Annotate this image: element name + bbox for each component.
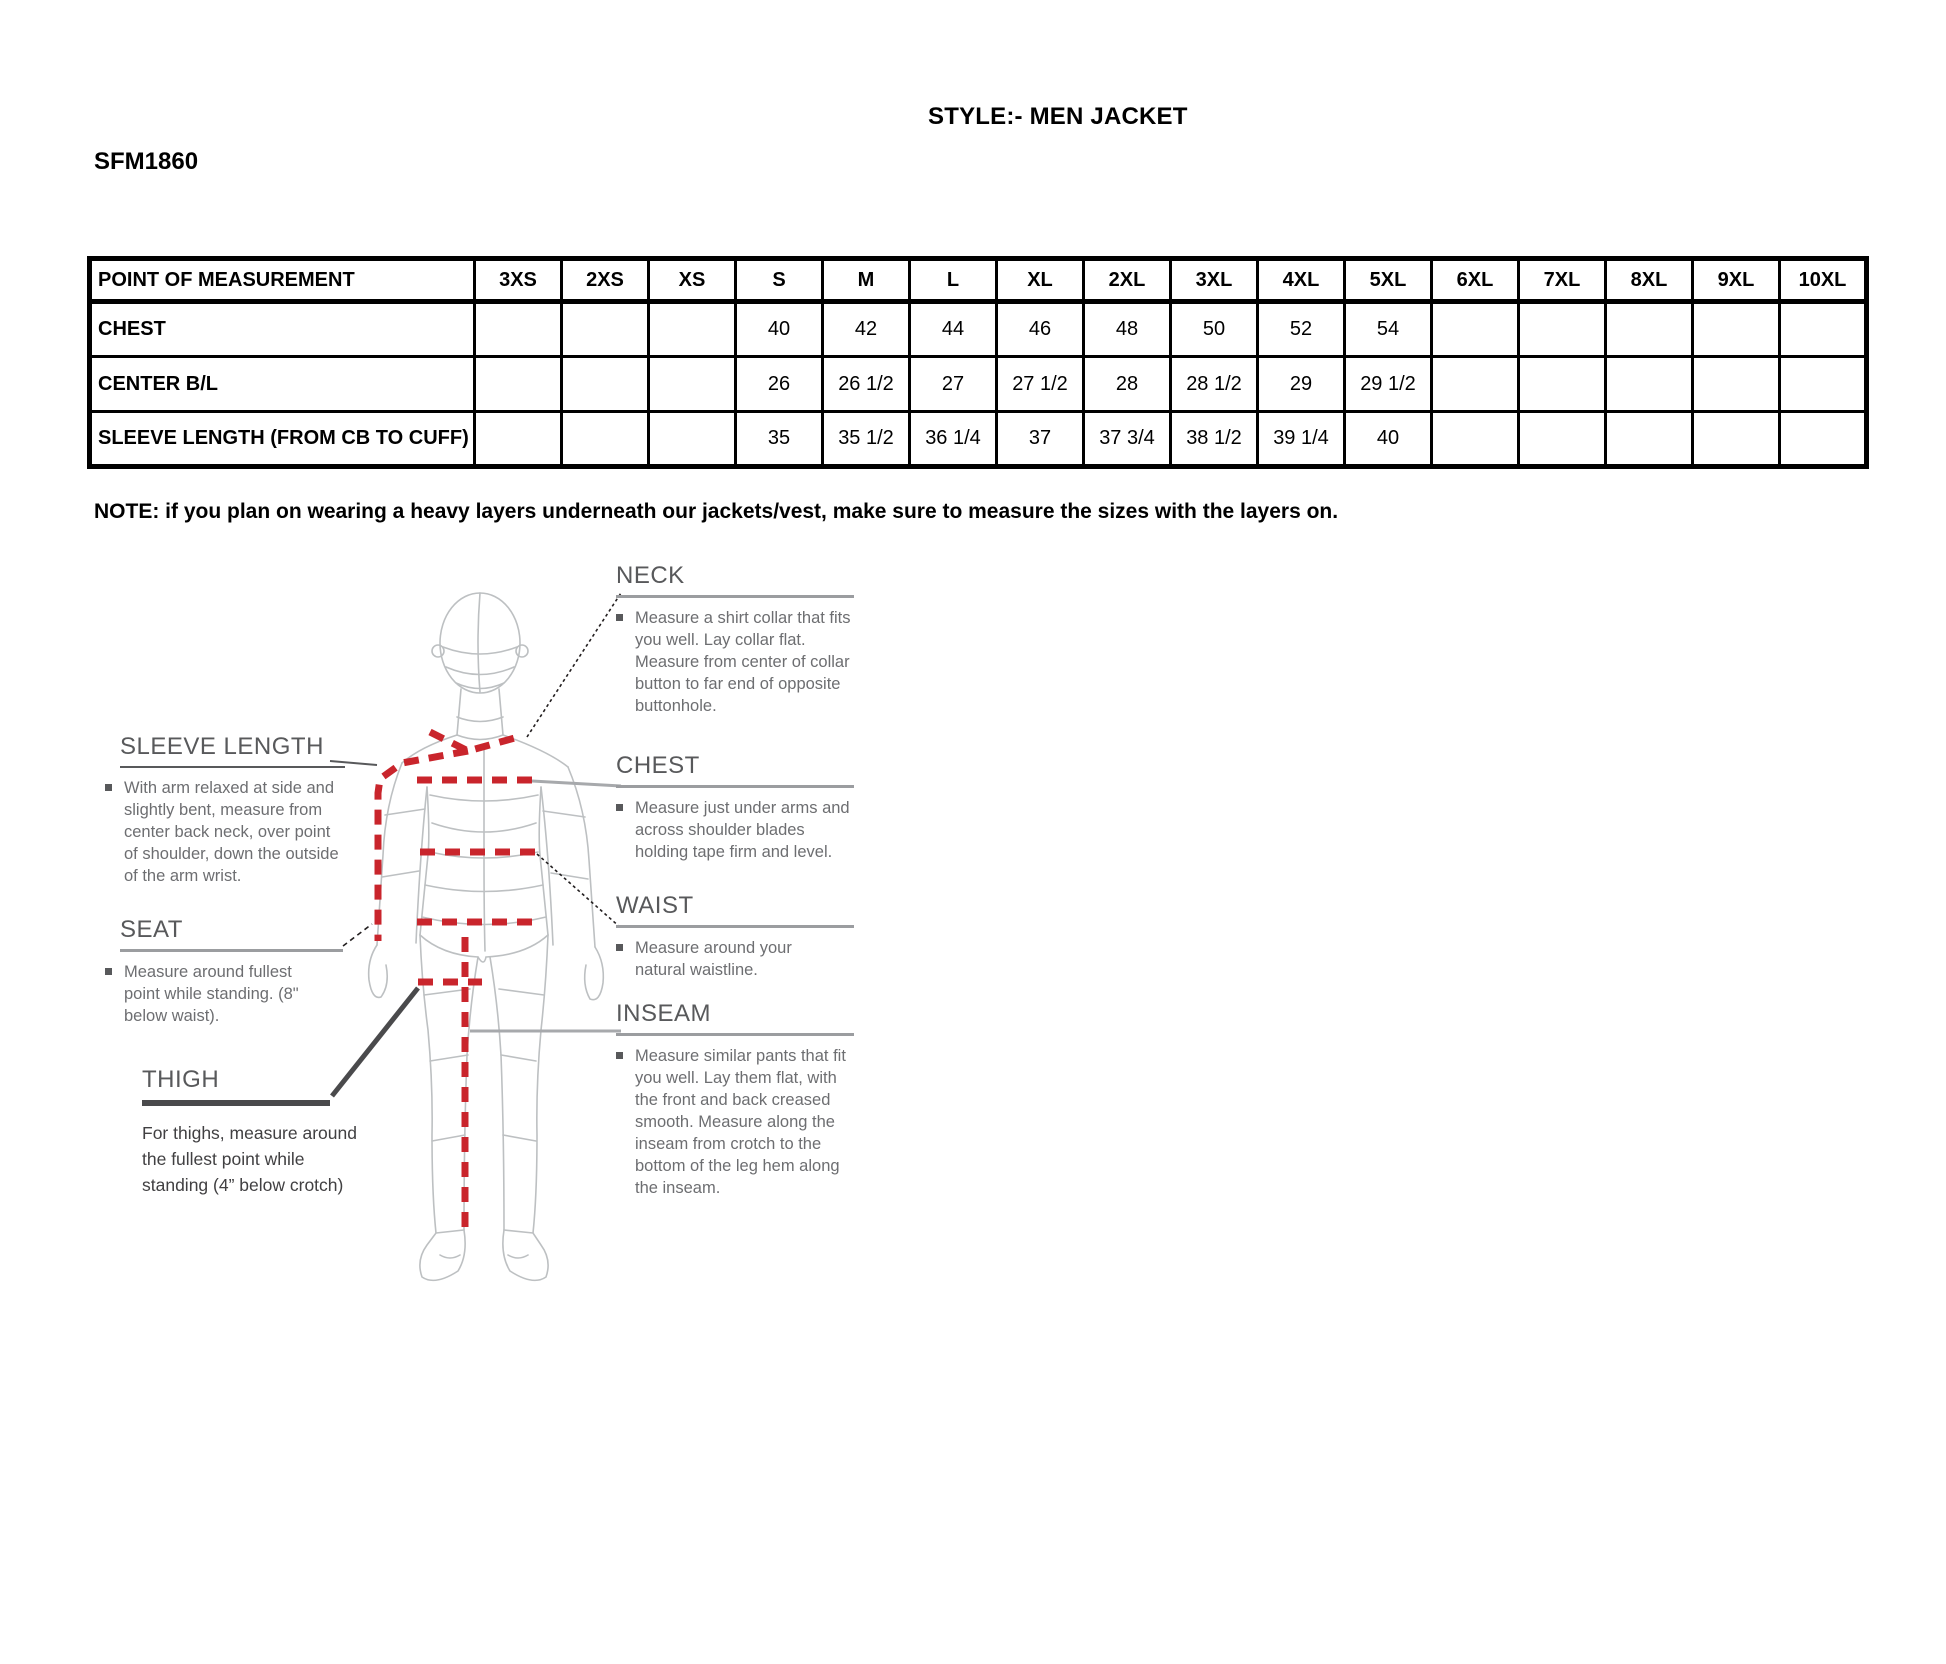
inseam-section — [616, 1000, 861, 1199]
seat-section-rule — [120, 949, 343, 952]
neck-section-rule — [616, 595, 854, 598]
measurement-value-cell: 48 — [1084, 302, 1171, 357]
measurement-value-cell — [475, 302, 562, 357]
waist-section — [616, 892, 861, 981]
body-wireframe-icon — [369, 593, 604, 1280]
measurement-value-cell — [1780, 302, 1867, 357]
neck-callout-line — [527, 593, 621, 737]
size-col-header: M — [823, 259, 910, 302]
size-table-head — [90, 259, 1867, 302]
measurement-value-cell — [649, 302, 736, 357]
size-col-header: S — [736, 259, 823, 302]
measurement-value-cell — [1693, 412, 1780, 467]
style-code: SFM1860 — [94, 148, 199, 175]
measurement-value-cell — [649, 412, 736, 467]
measurement-value-cell: 27 — [910, 357, 997, 412]
measurement-value-cell: 29 — [1258, 357, 1345, 412]
measurement-value-cell: 42 — [823, 302, 910, 357]
neck-section — [616, 562, 861, 717]
inseam-section-title: INSEAM — [616, 1000, 712, 1027]
measurement-value-cell — [1780, 412, 1867, 467]
bullet-square-icon — [105, 784, 112, 791]
size-col-header: XL — [997, 259, 1084, 302]
sleeve-length-section-text — [105, 777, 339, 887]
measurement-value-cell: 28 — [1084, 357, 1171, 412]
chest-section-title: CHEST — [616, 752, 700, 779]
measurement-value-cell: 27 1/2 — [997, 357, 1084, 412]
table-row — [90, 412, 1867, 467]
waist-section-paragraph: Measure around your natural waistline. — [635, 939, 792, 979]
chest-section-rule — [616, 785, 854, 788]
size-col-header: XS — [649, 259, 736, 302]
measurement-value-cell: 37 — [997, 412, 1084, 467]
measurement-value-cell: 40 — [1345, 412, 1432, 467]
table-row — [90, 302, 1867, 357]
measurement-value-cell — [562, 302, 649, 357]
measurement-value-cell: 36 1/4 — [910, 412, 997, 467]
size-col-header: 9XL — [1693, 259, 1780, 302]
size-col-header: L — [910, 259, 997, 302]
measurement-value-cell — [1606, 412, 1693, 467]
measurement-value-cell — [1693, 302, 1780, 357]
waist-section-title: WAIST — [616, 892, 694, 919]
size-col-header: 6XL — [1432, 259, 1519, 302]
chest-callout-line — [532, 781, 621, 786]
thigh-section — [142, 1066, 387, 1198]
sleeve-length-section-paragraph: With arm relaxed at side and slightly bent, measure from center back neck, over point of shoulder, down the outside of the arm wrist. — [124, 779, 339, 885]
chest-section-text — [616, 797, 853, 863]
size-col-header: 2XS — [562, 259, 649, 302]
measurement-value-cell — [1519, 302, 1606, 357]
measurement-value-cell: 54 — [1345, 302, 1432, 357]
seat-section-text — [105, 961, 324, 1027]
measurement-value-cell — [1432, 302, 1519, 357]
measurement-value-cell — [1780, 357, 1867, 412]
measurement-value-cell: 29 1/2 — [1345, 357, 1432, 412]
measurement-value-cell: 40 — [736, 302, 823, 357]
measurement-row-label: CHEST — [90, 302, 475, 357]
size-table-header-row — [90, 259, 1867, 302]
measurement-value-cell — [562, 357, 649, 412]
measurement-row-label: CENTER B/L — [90, 357, 475, 412]
neck-measure-line — [430, 732, 522, 751]
size-col-header: 8XL — [1606, 259, 1693, 302]
chest-section — [616, 752, 861, 863]
bullet-square-icon — [616, 804, 623, 811]
measurement-value-cell: 28 1/2 — [1171, 357, 1258, 412]
size-col-header: 3XL — [1171, 259, 1258, 302]
measurement-value-cell — [475, 412, 562, 467]
size-col-header: 2XL — [1084, 259, 1171, 302]
measurement-value-cell: 39 1/4 — [1258, 412, 1345, 467]
measurement-row-label: SLEEVE LENGTH (FROM CB TO CUFF) — [90, 412, 475, 467]
measurement-value-cell — [1606, 302, 1693, 357]
measurement-value-cell: 44 — [910, 302, 997, 357]
size-col-header: 4XL — [1258, 259, 1345, 302]
seat-section — [105, 916, 350, 1027]
size-col-header: 10XL — [1780, 259, 1867, 302]
thigh-section-title: THIGH — [142, 1066, 220, 1093]
sleeve-length-section — [105, 733, 350, 887]
sleeve-length-section-rule — [120, 766, 345, 768]
neck-section-paragraph: Measure a shirt collar that fits you well. Lay collar flat. Measure from center of collar button to far end of opposite buttonhole. — [635, 609, 851, 715]
seat-section-paragraph: Measure around fullest point while standing. (8" below waist). — [124, 963, 299, 1025]
size-col-header: 7XL — [1519, 259, 1606, 302]
table-row — [90, 357, 1867, 412]
point-of-measurement-header: POINT OF MEASUREMENT — [90, 259, 475, 302]
measurement-value-cell — [1432, 412, 1519, 467]
measurement-value-cell — [1519, 412, 1606, 467]
bullet-square-icon — [105, 968, 112, 975]
measurement-value-cell — [475, 357, 562, 412]
measurement-value-cell: 37 3/4 — [1084, 412, 1171, 467]
measurement-value-cell: 35 1/2 — [823, 412, 910, 467]
bullet-square-icon — [616, 614, 623, 621]
measurement-value-cell: 46 — [997, 302, 1084, 357]
thigh-section-text: For thighs, measure around the fullest point while standing (4” below crotch) — [142, 1123, 357, 1195]
measurement-value-cell — [1519, 357, 1606, 412]
measurement-value-cell — [1693, 357, 1780, 412]
measurement-value-cell — [649, 357, 736, 412]
size-col-header: 3XS — [475, 259, 562, 302]
page-title: STYLE:- MEN JACKET — [928, 103, 1188, 130]
size-table — [87, 256, 1869, 469]
measurement-value-cell: 52 — [1258, 302, 1345, 357]
callout-lines — [330, 593, 621, 1096]
neck-section-text — [616, 607, 860, 717]
inseam-section-rule — [616, 1033, 854, 1036]
measurement-value-cell: 26 — [736, 357, 823, 412]
measurement-value-cell: 26 1/2 — [823, 357, 910, 412]
measure-lines — [378, 732, 535, 1227]
bullet-square-icon — [616, 944, 623, 951]
measurement-value-cell — [562, 412, 649, 467]
waist-section-text — [616, 937, 815, 981]
neck-section-title: NECK — [616, 562, 685, 589]
inseam-section-paragraph: Measure similar pants that fit you well. Lay them flat, with the front and back creased smooth. Measure along the inseam from crotch to the bottom of the leg hem along the inseam. — [635, 1047, 846, 1197]
measurement-value-cell: 38 1/2 — [1171, 412, 1258, 467]
measurement-value-cell — [1432, 357, 1519, 412]
thigh-section-rule — [142, 1100, 330, 1106]
measurement-value-cell: 35 — [736, 412, 823, 467]
size-table-body — [90, 302, 1867, 467]
chest-section-paragraph: Measure just under arms and across shoulder blades holding tape firm and level. — [635, 799, 850, 861]
measurement-value-cell — [1606, 357, 1693, 412]
note-text: NOTE: if you plan on wearing a heavy layers underneath our jackets/vest, make sure to measure the sizes with the layers on. — [94, 500, 1339, 523]
bullet-square-icon — [616, 1052, 623, 1059]
measurement-value-cell: 50 — [1171, 302, 1258, 357]
sleeve-length-section-title: SLEEVE LENGTH — [120, 733, 324, 760]
inseam-section-text — [616, 1045, 857, 1199]
seat-section-title: SEAT — [120, 916, 183, 943]
size-col-header: 5XL — [1345, 259, 1432, 302]
waist-section-rule — [616, 925, 854, 928]
